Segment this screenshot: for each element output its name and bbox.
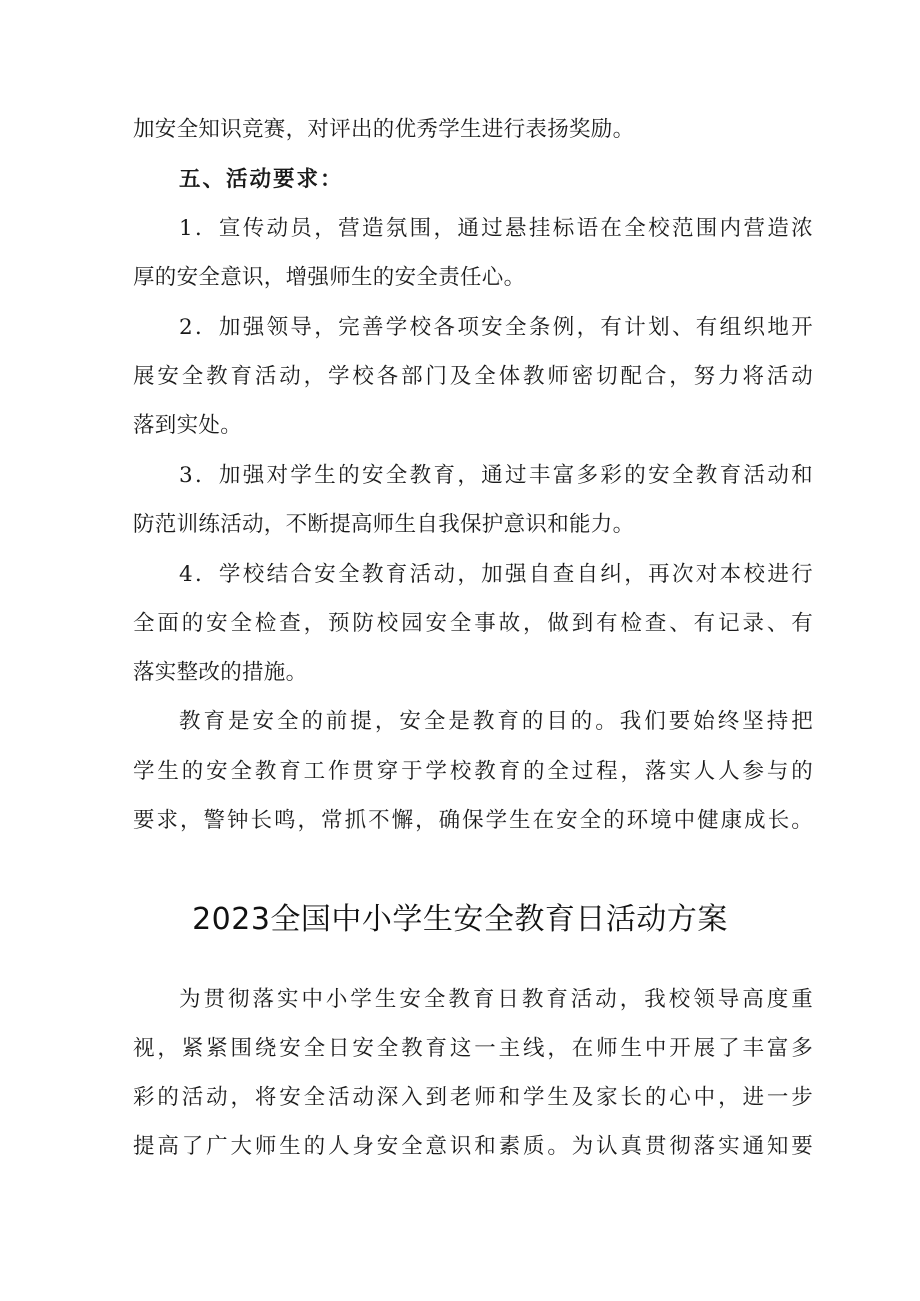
requirement-item-4-line: 全面的安全检查，预防校园安全事故，做到有检查、有记录、有 xyxy=(133,611,813,636)
section-heading: 五、活动要求： xyxy=(179,167,344,192)
intro-paragraph-line: 提高了广大师生的人身安全意识和素质。为认真贯彻落实通知要 xyxy=(133,1134,813,1159)
intro-paragraph-line: 视，紧紧围绕安全日安全教育这一主线，在师生中开展了丰富多 xyxy=(133,1036,813,1061)
requirement-item-2-line: 展安全教育活动，学校各部门及全体教师密切配合，努力将活动 xyxy=(133,364,813,389)
document-title: 2023全国中小学生安全教育日活动方案 xyxy=(192,902,728,937)
requirement-item-2-line: 2．加强领导，完善学校各项安全条例，有计划、有组织地开 xyxy=(179,315,813,340)
requirement-item-2-line: 落到实处。 xyxy=(133,413,243,438)
intro-paragraph-line: 为贯彻落实中小学生安全教育日教育活动，我校领导高度重 xyxy=(179,987,813,1012)
requirement-item-1-line: 厚的安全意识，增强师生的安全责任心。 xyxy=(133,265,526,290)
requirement-item-1-line: 1．宣传动员，营造氛围，通过悬挂标语在全校范围内营造浓 xyxy=(179,216,813,241)
closing-paragraph-line: 要求，警钟长鸣，常抓不懈，确保学生在安全的环境中健康成长。 xyxy=(133,808,813,833)
requirement-item-4-line: 4．学校结合安全教育活动，加强自查自纠，再次对本校进行 xyxy=(179,562,813,587)
intro-paragraph-line: 彩的活动，将安全活动深入到老师和学生及家长的心中，进一步 xyxy=(133,1085,813,1110)
requirement-item-4-line: 落实整改的措施。 xyxy=(133,660,308,685)
closing-paragraph-line: 学生的安全教育工作贯穿于学校教育的全过程，落实人人参与的 xyxy=(133,759,813,784)
paragraph-line: 加安全知识竞赛，对评出的优秀学生进行表扬奖励。 xyxy=(133,117,635,142)
requirement-item-3-line: 防范训练活动，不断提高师生自我保护意识和能力。 xyxy=(133,512,635,537)
closing-paragraph-line: 教育是安全的前提，安全是教育的目的。我们要始终坚持把 xyxy=(179,709,813,734)
requirement-item-3-line: 3．加强对学生的安全教育，通过丰富多彩的安全教育活动和 xyxy=(179,463,813,488)
